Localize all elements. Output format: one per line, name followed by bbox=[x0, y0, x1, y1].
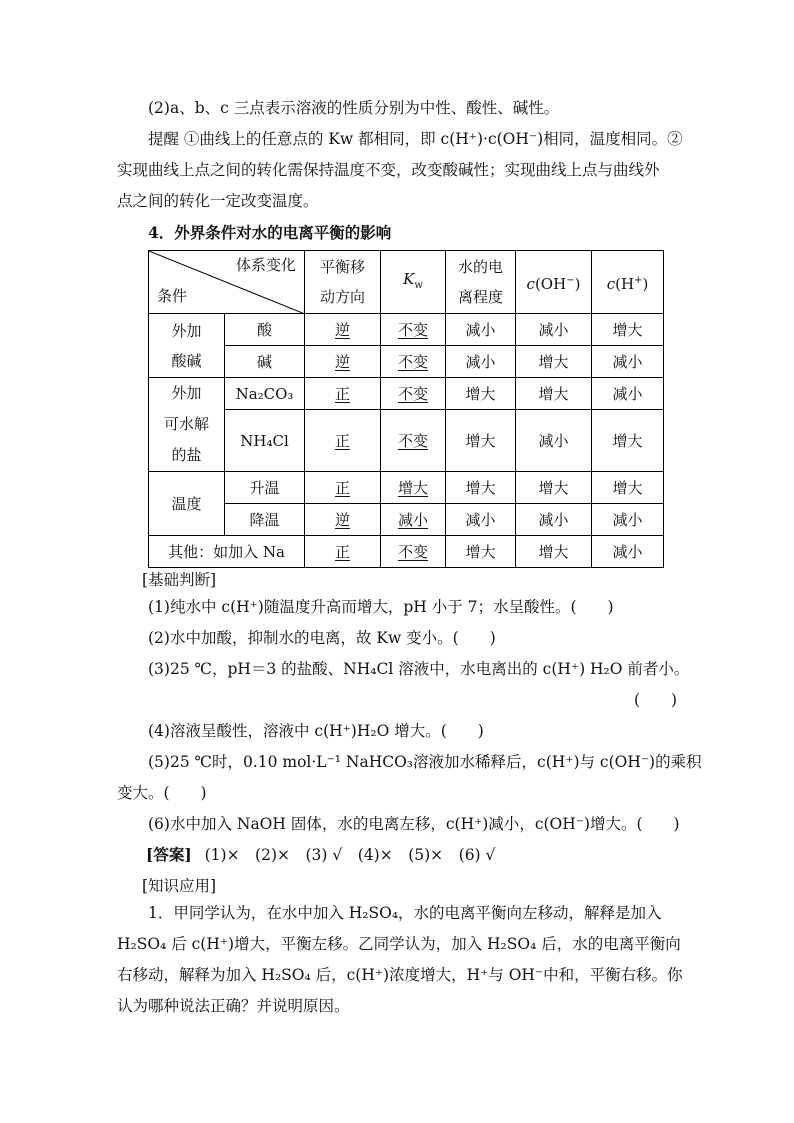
header-oh: c(OH−) bbox=[516, 251, 592, 314]
h-cell: 减小 bbox=[592, 378, 664, 410]
table-row bbox=[149, 536, 664, 568]
group-acid-base: 外加 酸碱 bbox=[149, 314, 225, 378]
header-degree: 水的电 离程度 bbox=[446, 251, 516, 314]
kw-cell: 不变 bbox=[397, 384, 428, 403]
apply-line-4: 认为哪种说法正确？并说明原因。 bbox=[117, 997, 350, 1015]
group-other: 其他：如加入 Na bbox=[149, 536, 305, 568]
cond-cell: Na₂CO₃ bbox=[225, 378, 305, 410]
table-row bbox=[149, 346, 664, 378]
h-cell: 减小 bbox=[592, 346, 664, 378]
table-row bbox=[149, 410, 664, 472]
kw-cell: 不变 bbox=[397, 352, 428, 371]
apply-heading: [知识应用] bbox=[142, 877, 217, 895]
table-row bbox=[149, 378, 664, 410]
para-line-3: 实现曲线上点之间的转化需保持温度不变，改变酸碱性；实现曲线上点与曲线外 bbox=[117, 161, 660, 179]
shift-cell: 逆 bbox=[334, 510, 350, 529]
answer-text: (1)× (2)× (3) √ (4)× (5)× (6) √ bbox=[204, 846, 496, 864]
shift-cell: 逆 bbox=[334, 320, 350, 339]
degree-cell: 减小 bbox=[446, 314, 516, 346]
para-line-4: 点之间的转化一定改变温度。 bbox=[117, 192, 319, 210]
section-title: 4．外界条件对水的电离平衡的影响 bbox=[148, 223, 392, 242]
judge-q3-paren: ( ) bbox=[634, 691, 678, 709]
judge-q5b: 变大。( ) bbox=[117, 784, 207, 802]
judge-q6: (6)水中加入 NaOH 固体，水的电离左移，c(H⁺)减小，c(OH⁻)增大。( ) bbox=[148, 815, 680, 833]
answer-label: [答案] bbox=[146, 845, 192, 864]
group-temp: 温度 bbox=[149, 472, 225, 536]
corner-top-label: 体系变化 bbox=[235, 256, 296, 274]
header-kw: $K_w$ bbox=[381, 251, 446, 314]
h-cell: 减小 bbox=[592, 536, 664, 568]
oh-cell: 增大 bbox=[516, 346, 592, 378]
oh-cell: 增大 bbox=[516, 472, 592, 504]
header-shift: 平衡移 动方向 bbox=[305, 251, 381, 314]
judge-q2: (2)水中加酸，抑制水的电离，故 Kw 变小。( ) bbox=[148, 629, 496, 647]
degree-cell: 减小 bbox=[446, 346, 516, 378]
apply-line-1: 1．甲同学认为，在水中加入 H₂SO₄，水的电离平衡向左移动，解释是加入 bbox=[148, 904, 662, 922]
table-header-row bbox=[149, 251, 664, 314]
table-row bbox=[149, 472, 664, 504]
shift-cell: 正 bbox=[334, 431, 350, 450]
degree-cell: 增大 bbox=[446, 410, 516, 472]
conditions-table bbox=[148, 250, 664, 568]
judge-q5a: (5)25 ℃时，0.10 mol·L⁻¹ NaHCO₃溶液加水稀释后，c(H⁺)与 c(OH⁻)的乘积 bbox=[148, 753, 702, 771]
para-line-2: 提醒 ①曲线上的任意点的 Kw 都相同，即 c(H⁺)·c(OH⁻)相同，温度相同。② bbox=[148, 130, 683, 148]
corner-cell bbox=[149, 251, 305, 314]
degree-cell: 减小 bbox=[446, 504, 516, 536]
cond-cell: 降温 bbox=[225, 504, 305, 536]
shift-cell: 正 bbox=[334, 542, 350, 561]
cond-cell: 碱 bbox=[225, 346, 305, 378]
cond-cell: 酸 bbox=[225, 314, 305, 346]
oh-cell: 减小 bbox=[516, 410, 592, 472]
kw-cell: 增大 bbox=[397, 478, 428, 497]
h-cell: 减小 bbox=[592, 504, 664, 536]
judge-q1: (1)纯水中 c(H⁺)随温度升高而增大，pH 小于 7；水呈酸性。( ) bbox=[148, 598, 614, 616]
corner-bottom-label: 条件 bbox=[157, 287, 188, 305]
header-h: c(H+) bbox=[592, 251, 664, 314]
cond-cell: NH₄Cl bbox=[225, 410, 305, 472]
kw-cell: 不变 bbox=[397, 431, 428, 450]
judge-q3: (3)25 ℃，pH＝3 的盐酸、NH₄Cl 溶液中，水电离出的 c(H⁺) H₂O 前者小。 bbox=[148, 660, 690, 678]
degree-cell: 增大 bbox=[446, 536, 516, 568]
kw-cell: 减小 bbox=[397, 510, 428, 529]
apply-line-2: H₂SO₄ 后 c(H⁺)增大，平衡左移。乙同学认为，加入 H₂SO₄ 后，水的电离平衡向 bbox=[117, 935, 681, 953]
kw-cell: 不变 bbox=[397, 542, 428, 561]
shift-cell: 正 bbox=[334, 478, 350, 497]
group-salt: 外加 可水解 的盐 bbox=[149, 378, 225, 472]
judge-q4: (4)溶液呈酸性，溶液中 c(H⁺)H₂O 增大。( ) bbox=[148, 722, 484, 740]
kw-cell: 不变 bbox=[397, 320, 428, 339]
h-cell: 增大 bbox=[592, 410, 664, 472]
table-row bbox=[149, 314, 664, 346]
apply-line-3: 右移动，解释为加入 H₂SO₄ 后，c(H⁺)浓度增大，H⁺与 OH⁻中和，平衡右移。你 bbox=[117, 966, 683, 984]
h-cell: 增大 bbox=[592, 314, 664, 346]
cond-cell: 升温 bbox=[225, 472, 305, 504]
para-line-1: (2)a、b、c 三点表示溶液的性质分别为中性、酸性、碱性。 bbox=[148, 99, 560, 117]
judge-heading: [基础判断] bbox=[142, 571, 217, 589]
oh-cell: 减小 bbox=[516, 504, 592, 536]
degree-cell: 增大 bbox=[446, 472, 516, 504]
oh-cell: 增大 bbox=[516, 536, 592, 568]
degree-cell: 增大 bbox=[446, 378, 516, 410]
table-row bbox=[149, 504, 664, 536]
shift-cell: 逆 bbox=[334, 352, 350, 371]
oh-cell: 减小 bbox=[516, 314, 592, 346]
shift-cell: 正 bbox=[334, 384, 350, 403]
oh-cell: 增大 bbox=[516, 378, 592, 410]
h-cell: 增大 bbox=[592, 472, 664, 504]
